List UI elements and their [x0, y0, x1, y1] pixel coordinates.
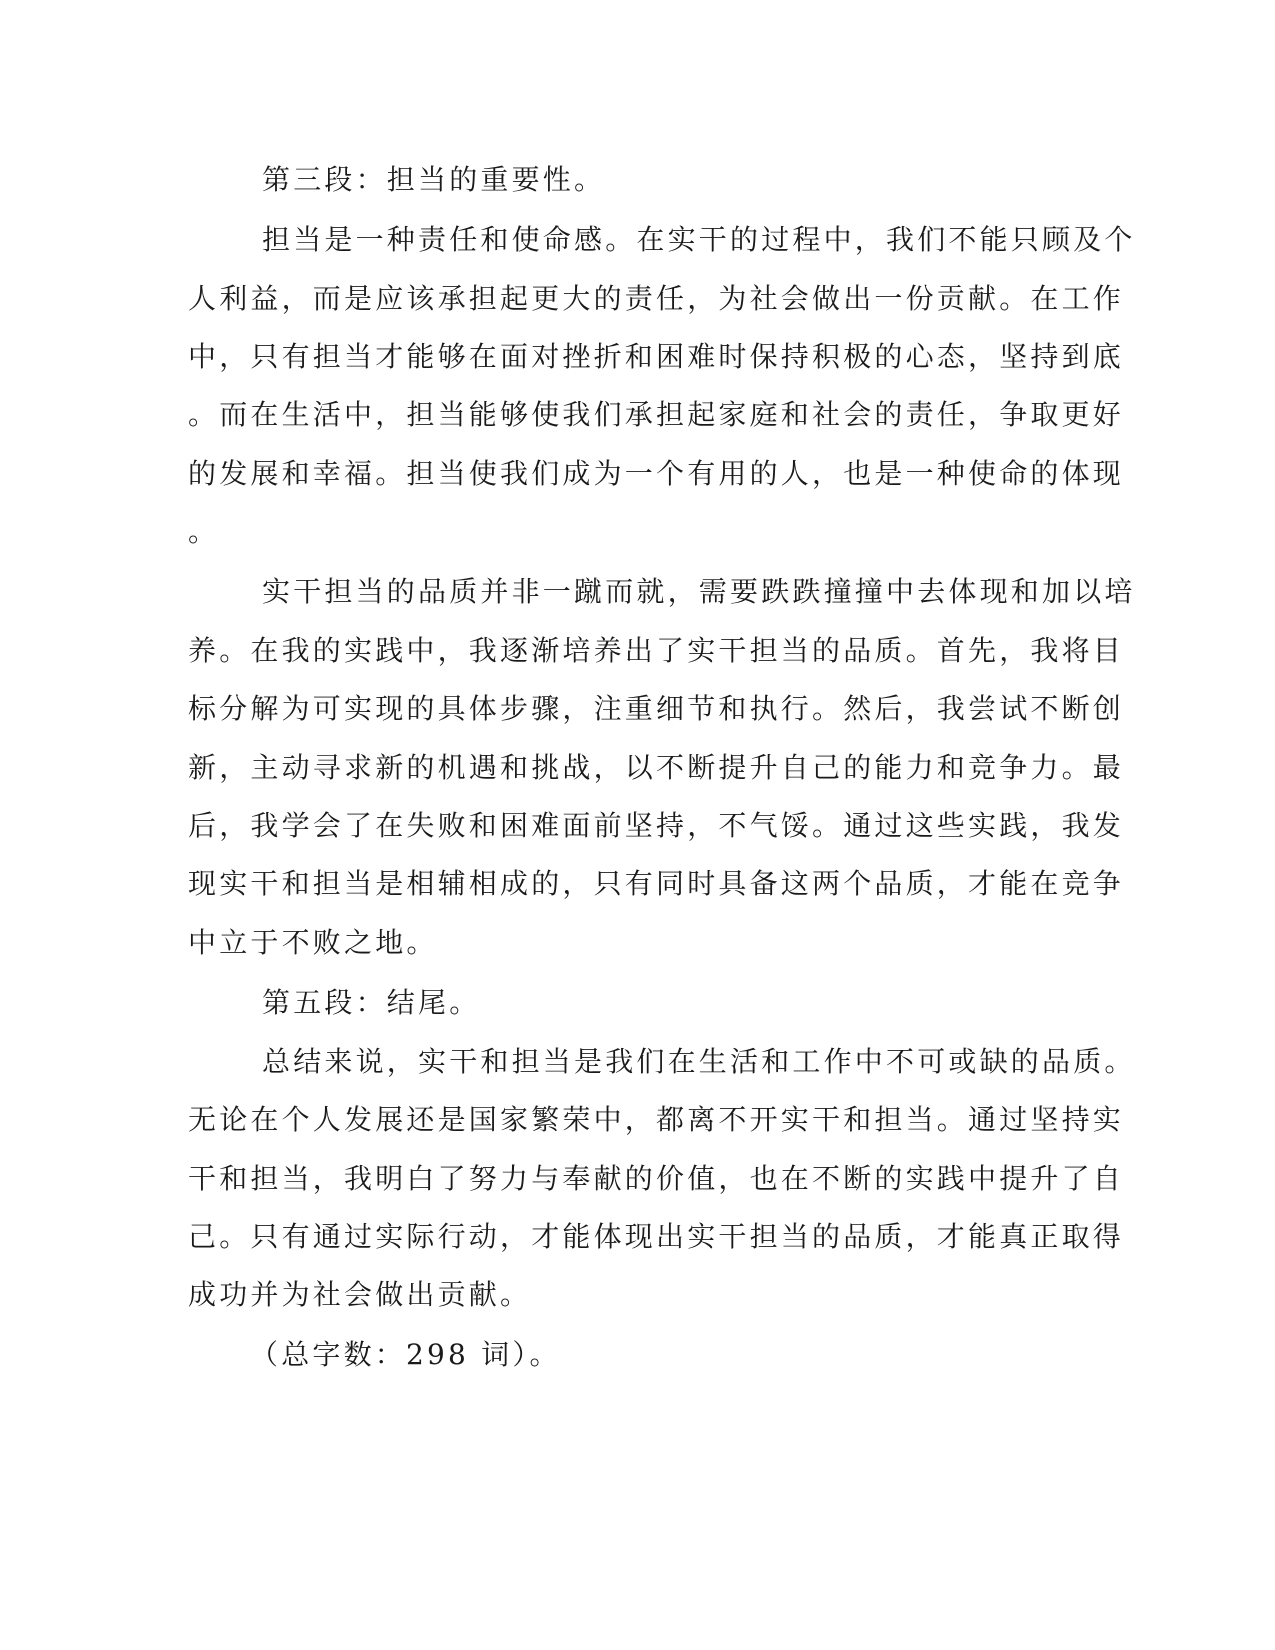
section-heading-5: 第五段：结尾。: [262, 986, 481, 1019]
paragraph-line: 总结来说，实干和担当是我们在生活和工作中不可或缺的品质。: [262, 1045, 1136, 1078]
paragraph-line: 中，只有担当才能够在面对挫折和困难时保持积极的心态，坚持到底: [188, 340, 1125, 373]
paragraph-line: 中立于不败之地。: [188, 926, 438, 959]
paragraph-line: 现实干和担当是相辅相成的，只有同时具备这两个品质，才能在竞争: [188, 867, 1125, 900]
paragraph-line: 己。只有通过实际行动，才能体现出实干担当的品质，才能真正取得: [188, 1220, 1125, 1253]
paragraph-line: 担当是一种责任和使命感。在实干的过程中，我们不能只顾及个: [262, 223, 1136, 256]
paragraph-line: 后，我学会了在失败和困难面前坚持，不气馁。通过这些实践，我发: [188, 809, 1125, 842]
word-count-note: （总字数：298 词）。: [250, 1338, 561, 1371]
paragraph-line: 干和担当，我明白了努力与奉献的价值，也在不断的实践中提升了自: [188, 1162, 1125, 1195]
paragraph-line: 。: [188, 515, 220, 548]
paragraph-line: 人利益，而是应该承担起更大的责任，为社会做出一份贡献。在工作: [188, 282, 1125, 315]
paragraph-line: 成功并为社会做出贡献。: [188, 1278, 532, 1311]
paragraph-line: 实干担当的品质并非一蹴而就，需要跌跌撞撞中去体现和加以培: [262, 575, 1136, 608]
paragraph-line: 。而在生活中，担当能够使我们承担起家庭和社会的责任，争取更好: [188, 398, 1125, 431]
paragraph-line: 无论在个人发展还是国家繁荣中，都离不开实干和担当。通过坚持实: [188, 1103, 1125, 1136]
paragraph-line: 新，主动寻求新的机遇和挑战，以不断提升自己的能力和竞争力。最: [188, 751, 1125, 784]
section-heading-3: 第三段：担当的重要性。: [262, 163, 606, 196]
paragraph-line: 标分解为可实现的具体步骤，注重细节和执行。然后，我尝试不断创: [188, 692, 1125, 725]
paragraph-line: 的发展和幸福。担当使我们成为一个有用的人，也是一种使命的体现: [188, 457, 1125, 490]
paragraph-line: 养。在我的实践中，我逐渐培养出了实干担当的品质。首先，我将目: [188, 634, 1125, 667]
